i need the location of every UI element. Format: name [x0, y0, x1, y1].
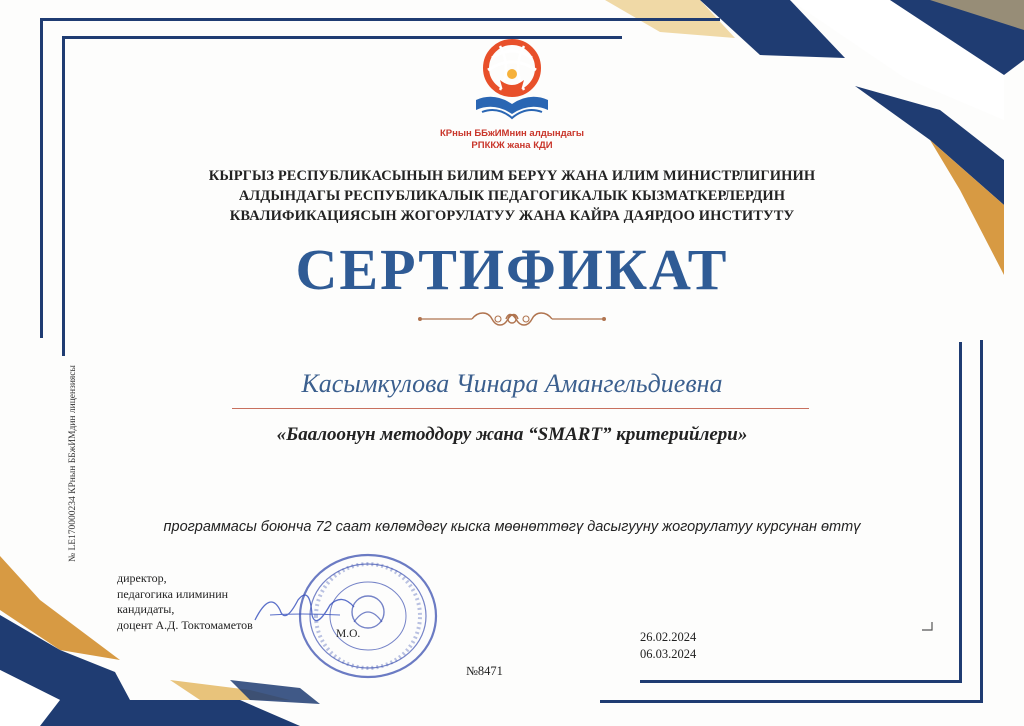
recipient-underline — [232, 408, 809, 409]
logo-figure-head — [507, 69, 517, 79]
ornament-divider — [418, 313, 606, 325]
institution-heading — [0, 166, 1024, 226]
institution-line2: АЛДЫНДАГЫ РЕСПУБЛИКАЛЫК ПЕДАГОГИКАЛЫК КЫЗМАТКЕРЛЕРДИН — [238, 188, 786, 204]
end-date: 06.03.2024 — [640, 647, 697, 661]
start-date: 26.02.2024 — [640, 630, 697, 644]
certificate-title: СЕРТИФИКАТ — [295, 237, 729, 302]
course-dates — [640, 629, 696, 663]
seal-mark: М.О. — [336, 628, 361, 640]
bottom-inner-frame-line — [640, 680, 962, 683]
bottom-navy-ribbon — [40, 700, 300, 726]
signatory-line4: доцент А.Д. Токтомаметов — [117, 617, 253, 632]
program-description: программасы боюнча 72 саат көлөмдөгү кыска мөөнөттөгү дасыгууну жогорулатуу курсунан өттү — [163, 519, 861, 535]
bottom-frame-line — [600, 700, 983, 703]
logo-caption — [412, 128, 612, 152]
signatory-line2: педагогика илиминин — [117, 586, 229, 601]
institution-line1: КЫРГЫЗ РЕСПУБЛИКАСЫНЫН БИЛИМ БЕРҮҮ ЖАНА ИЛИМ МИНИСТРЛИГИНИН — [208, 168, 816, 184]
certificate-number: №8471 — [466, 664, 503, 678]
logo-caption-line1: КРнын ББжИМнин алдындагы — [439, 128, 585, 139]
institution-line3: КВАЛИФИКАЦИЯСЫН ЖОГОРУЛАТУУ ЖАНА КАЙРА ДАЯРДОО ИНСТИТУТУ — [229, 208, 795, 224]
recipient-name: Касымкулова Чинара Амангельдиевна — [301, 369, 723, 398]
course-title: «Баалоонун методдору жана “SMART” критерийлери» — [276, 424, 748, 445]
signatory-line3: кандидаты, — [117, 602, 175, 616]
signatory-block — [117, 571, 253, 633]
corner-mark — [922, 622, 932, 630]
signatory-line1: директор, — [117, 571, 167, 585]
institute-logo — [470, 38, 554, 128]
official-stamp — [296, 552, 440, 682]
logo-caption-line2: РПККЖ жана КДИ — [471, 140, 553, 151]
top-frame-line — [40, 18, 720, 21]
license-note: № LE170000234 КРнын ББжИМдин лицензиясы — [68, 365, 78, 562]
